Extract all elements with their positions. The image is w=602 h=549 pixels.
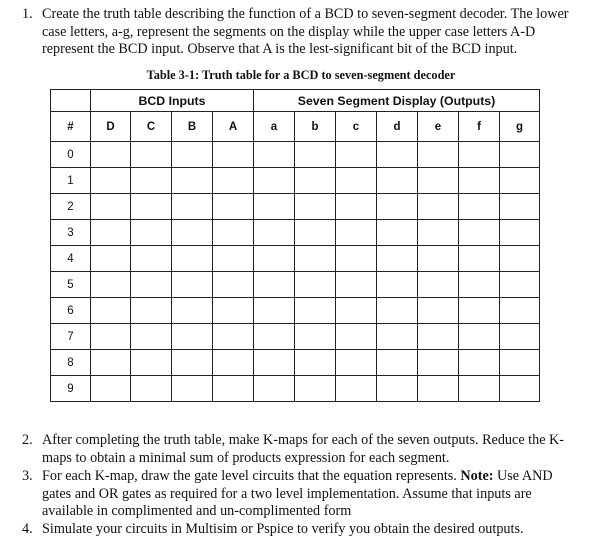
row-number-cell: 8: [51, 350, 91, 376]
empty-cell: [131, 298, 172, 324]
empty-cell: [336, 246, 377, 272]
empty-cell: [418, 298, 459, 324]
empty-cell: [377, 142, 418, 168]
empty-cell: [500, 168, 540, 194]
empty-cell: [459, 142, 500, 168]
col-header-f: f: [459, 112, 500, 142]
row-number-cell: 1: [51, 168, 91, 194]
empty-cell: [254, 376, 295, 402]
empty-cell: [336, 298, 377, 324]
row-number-cell: 2: [51, 194, 91, 220]
empty-cell: [254, 194, 295, 220]
empty-cell: [336, 194, 377, 220]
empty-cell: [172, 220, 213, 246]
empty-cell: [172, 168, 213, 194]
empty-cell: [91, 168, 131, 194]
empty-cell: [377, 246, 418, 272]
empty-cell: [131, 350, 172, 376]
empty-cell: [418, 142, 459, 168]
empty-cell: [295, 350, 336, 376]
empty-cell: [418, 220, 459, 246]
empty-cell: [254, 220, 295, 246]
empty-cell: [459, 220, 500, 246]
empty-cell: [295, 376, 336, 402]
empty-cell: [91, 350, 131, 376]
col-header-D: D: [91, 112, 131, 142]
empty-cell: [500, 142, 540, 168]
row-number-cell: 3: [51, 220, 91, 246]
empty-cell: [418, 246, 459, 272]
question-2-text: After completing the truth table, make K-maps for each of the seven outputs. Reduce the K-maps to obtain a minimal sum of products expression for each segment.: [42, 432, 565, 466]
empty-cell: [459, 298, 500, 324]
question-3-number: 3.: [22, 468, 33, 484]
group-header-inputs: BCD Inputs: [91, 90, 254, 112]
empty-cell: [377, 376, 418, 402]
empty-cell: [172, 298, 213, 324]
empty-cell: [213, 168, 254, 194]
col-header-B: B: [172, 112, 213, 142]
empty-cell: [91, 376, 131, 402]
empty-cell: [91, 194, 131, 220]
empty-cell: [418, 194, 459, 220]
empty-cell: [172, 246, 213, 272]
empty-cell: [131, 194, 172, 220]
question-3-note-label: Note:: [460, 468, 494, 484]
question-3-text-after: Use AND gates and OR gates as required for a two level implementation. Assume that inputs are available in complimented and un-complimented form: [42, 468, 553, 519]
empty-cell: [500, 324, 540, 350]
group-header-row: [51, 90, 540, 112]
column-header-row: [51, 112, 540, 142]
table-row: [51, 272, 540, 298]
empty-cell: [377, 324, 418, 350]
empty-cell: [131, 220, 172, 246]
empty-cell: [91, 272, 131, 298]
table-row: [51, 168, 540, 194]
empty-cell: [295, 220, 336, 246]
question-1-number: 1.: [22, 6, 33, 22]
row-number-cell: 5: [51, 272, 91, 298]
empty-cell: [172, 376, 213, 402]
question-1: [22, 6, 582, 59]
table-row: [51, 194, 540, 220]
empty-cell: [418, 376, 459, 402]
empty-cell: [500, 350, 540, 376]
empty-cell: [459, 246, 500, 272]
question-3-text: [42, 468, 582, 521]
empty-cell: [254, 298, 295, 324]
row-number-cell: 4: [51, 246, 91, 272]
col-header-c: c: [336, 112, 377, 142]
row-number-cell: 9: [51, 376, 91, 402]
empty-cell: [295, 298, 336, 324]
empty-cell: [500, 272, 540, 298]
empty-cell: [131, 142, 172, 168]
empty-cell: [500, 194, 540, 220]
empty-cell: [254, 272, 295, 298]
empty-cell: [500, 376, 540, 402]
row-number-cell: 0: [51, 142, 91, 168]
question-3-text-before: For each K-map, draw the gate level circuits that the equation represents.: [42, 468, 457, 484]
empty-cell: [213, 324, 254, 350]
col-header-C: C: [131, 112, 172, 142]
table-row: [51, 350, 540, 376]
table-row: [51, 298, 540, 324]
question-2-number: 2.: [22, 432, 33, 448]
empty-cell: [295, 246, 336, 272]
empty-cell: [172, 350, 213, 376]
empty-cell: [91, 324, 131, 350]
col-header-A: A: [213, 112, 254, 142]
empty-cell: [418, 324, 459, 350]
empty-cell: [131, 376, 172, 402]
question-4: [22, 521, 582, 539]
empty-cell: [91, 246, 131, 272]
empty-cell: [254, 324, 295, 350]
empty-cell: [336, 272, 377, 298]
empty-cell: [213, 194, 254, 220]
empty-cell: [336, 142, 377, 168]
empty-cell: [213, 298, 254, 324]
empty-cell: [131, 246, 172, 272]
empty-cell: [500, 246, 540, 272]
empty-cell: [172, 194, 213, 220]
empty-cell: [377, 272, 418, 298]
empty-cell: [131, 168, 172, 194]
group-header-outputs: Seven Segment Display (Outputs): [254, 90, 540, 112]
empty-cell: [336, 324, 377, 350]
empty-cell: [418, 168, 459, 194]
empty-cell: [377, 350, 418, 376]
empty-cell: [336, 168, 377, 194]
empty-cell: [459, 168, 500, 194]
table-row: [51, 220, 540, 246]
empty-cell: [295, 168, 336, 194]
empty-cell: [172, 142, 213, 168]
empty-cell: [459, 376, 500, 402]
empty-cell: [295, 324, 336, 350]
table-row: [51, 246, 540, 272]
empty-cell: [254, 350, 295, 376]
col-header-d: d: [377, 112, 418, 142]
question-4-text: Simulate your circuits in Multisim or Pspice to verify you obtain the desired outputs.: [42, 521, 524, 537]
table-row: [51, 376, 540, 402]
table-caption: Table 3-1: Truth table for a BCD to seven-segment decoder: [146, 68, 456, 82]
question-2: [22, 432, 582, 467]
col-header-b: b: [295, 112, 336, 142]
empty-cell: [172, 324, 213, 350]
empty-cell: [91, 298, 131, 324]
empty-cell: [213, 142, 254, 168]
empty-cell: [500, 298, 540, 324]
empty-cell: [213, 350, 254, 376]
empty-cell: [213, 376, 254, 402]
empty-cell: [500, 220, 540, 246]
empty-cell: [254, 168, 295, 194]
table-row: [51, 142, 540, 168]
table-row: [51, 324, 540, 350]
empty-cell: [336, 350, 377, 376]
empty-cell: [459, 350, 500, 376]
empty-cell: [295, 272, 336, 298]
col-header-a: a: [254, 112, 295, 142]
row-number-cell: 7: [51, 324, 91, 350]
truth-table: [50, 89, 540, 402]
empty-cell: [418, 350, 459, 376]
empty-cell: [131, 324, 172, 350]
empty-cell: [91, 142, 131, 168]
empty-cell: [213, 272, 254, 298]
empty-cell: [459, 324, 500, 350]
col-header-e: e: [418, 112, 459, 142]
empty-cell: [131, 272, 172, 298]
question-1-text: Create the truth table describing the function of a BCD to seven-segment decoder. The lower case letters, a-g, represent the segments on the display while the upper case letters A-D represent the BCD input. Observe that A is the lest-significant bit of the BCD input.: [42, 6, 569, 57]
empty-cell: [213, 246, 254, 272]
empty-cell: [295, 194, 336, 220]
empty-cell: [377, 194, 418, 220]
empty-cell: [377, 168, 418, 194]
question-3: [22, 468, 582, 521]
empty-cell: [459, 272, 500, 298]
empty-cell: [91, 220, 131, 246]
col-header-number: #: [51, 112, 91, 142]
empty-cell: [336, 376, 377, 402]
empty-cell: [213, 220, 254, 246]
empty-cell: [377, 298, 418, 324]
empty-cell: [254, 246, 295, 272]
empty-cell: [377, 220, 418, 246]
empty-cell: [336, 220, 377, 246]
empty-cell: [459, 194, 500, 220]
group-header-spacer: [51, 90, 91, 112]
empty-cell: [254, 142, 295, 168]
row-number-cell: 6: [51, 298, 91, 324]
question-4-number: 4.: [22, 521, 33, 537]
col-header-g: g: [500, 112, 540, 142]
empty-cell: [418, 272, 459, 298]
empty-cell: [172, 272, 213, 298]
empty-cell: [295, 142, 336, 168]
